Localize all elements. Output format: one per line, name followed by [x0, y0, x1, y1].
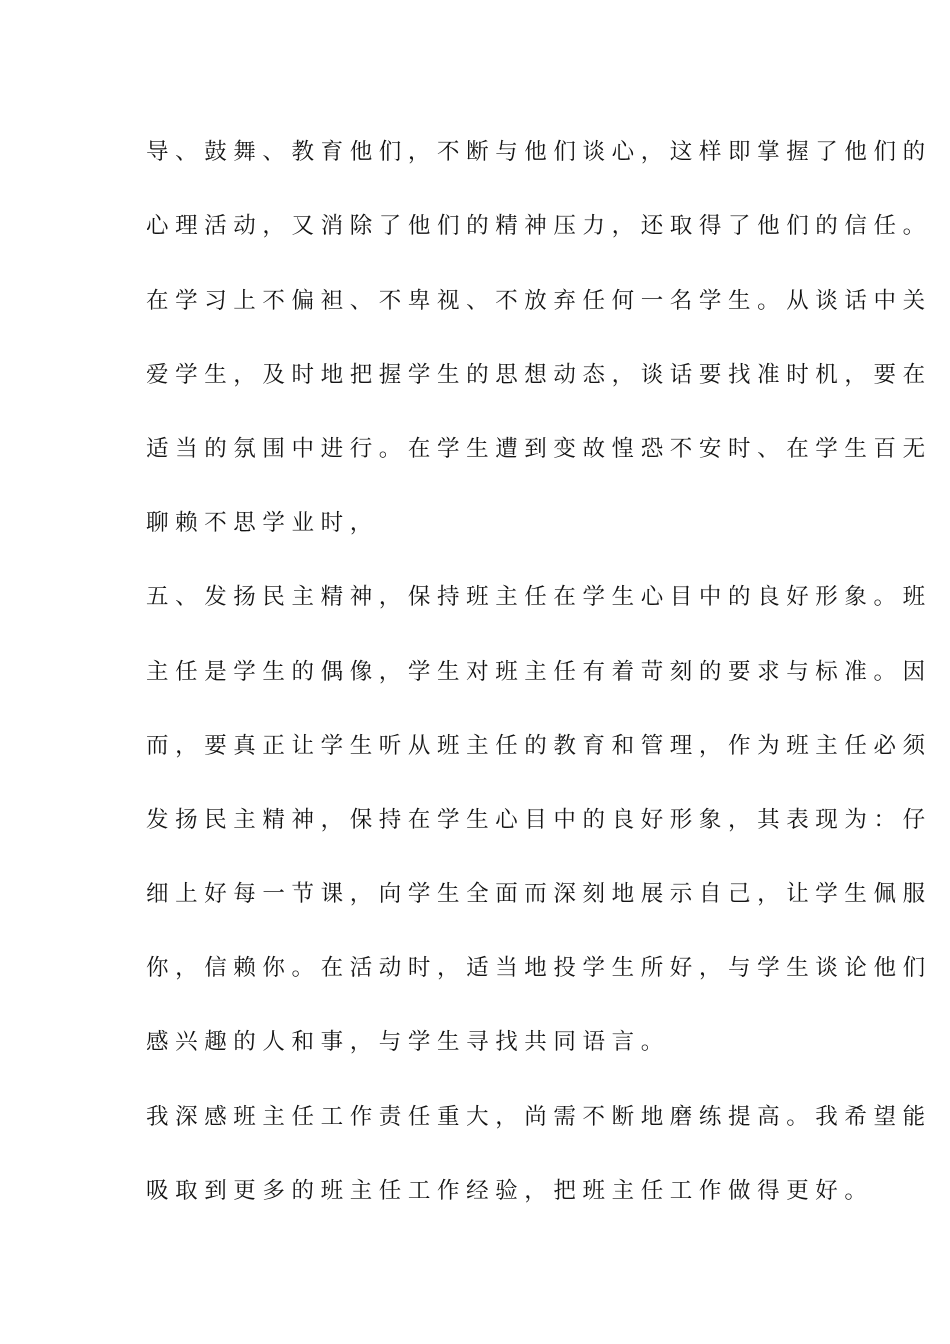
text-line: 爱学生，及时地把握学生的思想动态，谈话要找准时机，要在	[146, 362, 932, 388]
text-line: 五、发扬民主精神，保持班主任在学生心目中的良好形象。班	[146, 584, 932, 610]
text-line: 在学习上不偏袒、不卑视、不放弃任何一名学生。从谈话中关	[146, 288, 932, 314]
text-line: 发扬民主精神，保持在学生心目中的良好形象，其表现为：仔	[146, 807, 932, 833]
text-line: 感兴趣的人和事，与学生寻找共同语言。	[146, 1029, 670, 1055]
text-line: 适当的氛围中进行。在学生遭到变故惶恐不安时、在学生百无	[146, 436, 932, 462]
text-line: 你，信赖你。在活动时，适当地投学生所好，与学生谈论他们	[146, 955, 932, 981]
text-line: 导、鼓舞、教育他们，不断与他们谈心，这样即掌握了他们的	[146, 139, 932, 165]
text-line: 心理活动，又消除了他们的精神压力，还取得了他们的信任。	[146, 213, 932, 239]
text-line: 细上好每一节课，向学生全面而深刻地展示自己，让学生佩服	[146, 881, 932, 907]
text-line: 我深感班主任工作责任重大，尚需不断地磨练提高。我希望能	[146, 1104, 932, 1130]
text-line: 吸取到更多的班主任工作经验，把班主任工作做得更好。	[146, 1178, 874, 1204]
text-line: 聊赖不思学业时，	[146, 510, 379, 536]
text-line: 主任是学生的偶像，学生对班主任有着苛刻的要求与标准。因	[146, 659, 932, 685]
text-line: 而，要真正让学生听从班主任的教育和管理，作为班主任必须	[146, 733, 932, 759]
